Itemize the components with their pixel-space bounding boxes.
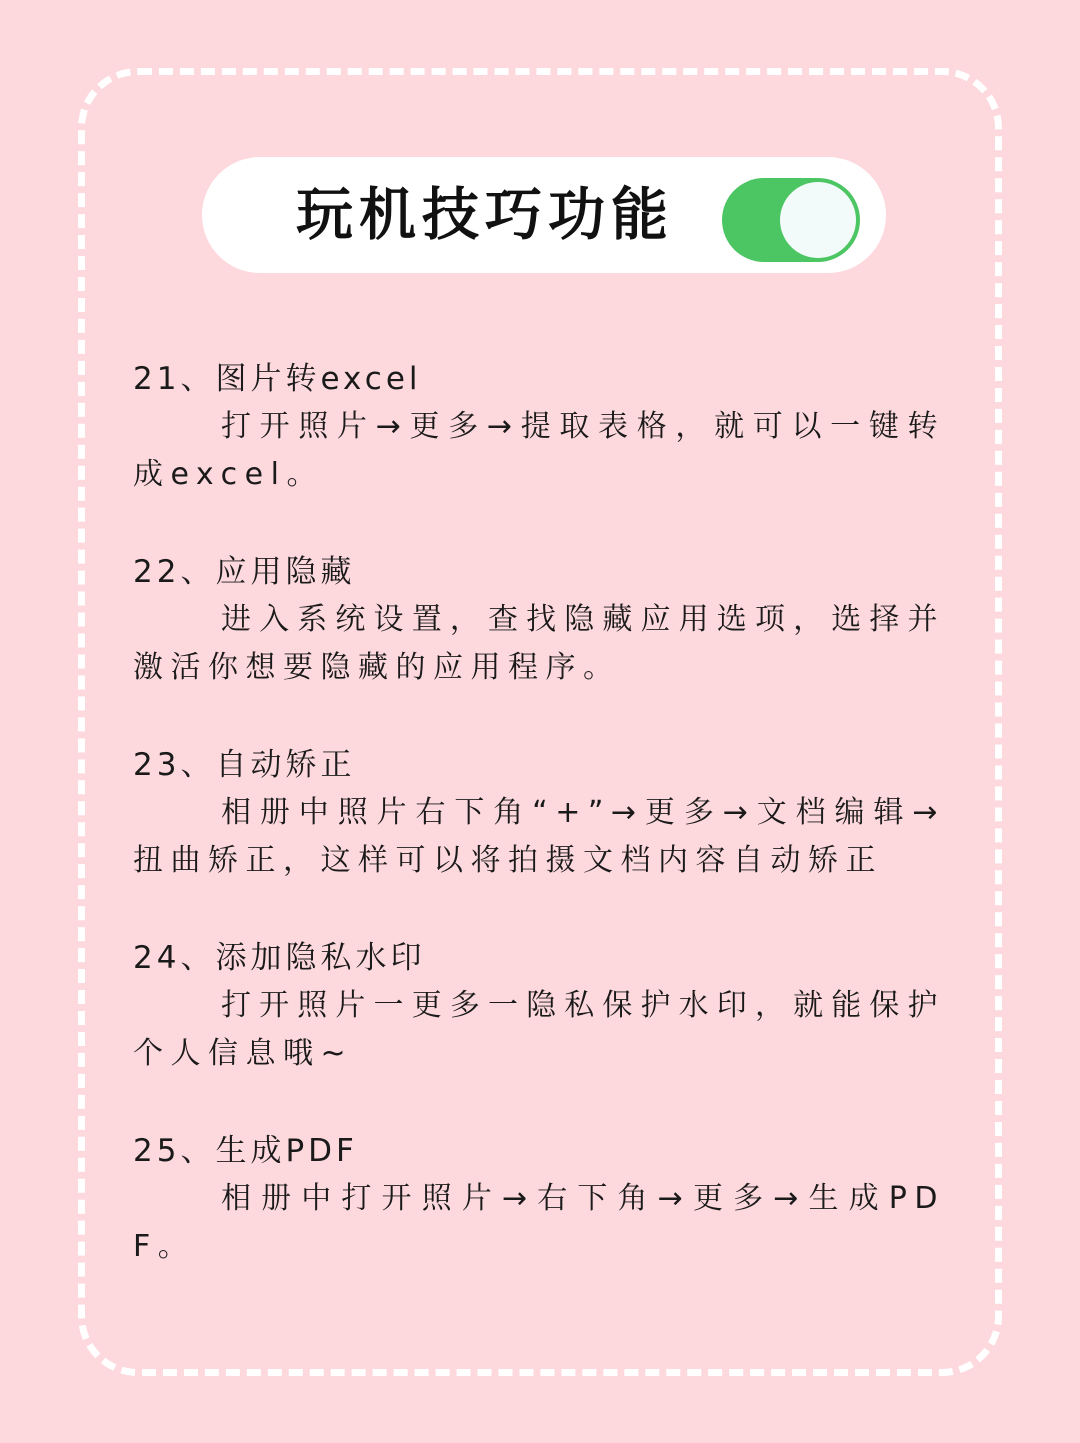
tip-body: 进入系统设置，查找隐藏应用选项，选择并激活你想要隐藏的应用程序。 [133, 602, 945, 685]
tip-heading: 24、添加隐私水印 [133, 940, 426, 976]
toggle-knob [780, 182, 856, 258]
tip-body: 打开照片一更多一隐私保护水印，就能保护个人信息哦~ [133, 988, 945, 1071]
tip-body: 相册中照片右下角“+”→更多→文档编辑→扭曲矫正，这样可以将拍摄文档内容自动矫正 [133, 795, 945, 878]
tips-list [133, 355, 945, 1320]
tip-body: 相册中打开照片→右下角→更多→生成PDF。 [133, 1181, 945, 1264]
tip-item [133, 548, 945, 692]
tip-heading: 25、生成PDF [133, 1133, 358, 1169]
tip-heading: 22、应用隐藏 [133, 554, 356, 590]
title-banner [202, 157, 886, 273]
tip-heading: 21、图片转excel [133, 361, 422, 397]
tip-body: 打开照片→更多→提取表格，就可以一键转成excel。 [133, 409, 945, 492]
toggle-switch[interactable] [722, 178, 860, 262]
tip-heading: 23、自动矫正 [133, 747, 356, 783]
tip-item [133, 355, 945, 499]
tip-item [133, 934, 945, 1078]
page-title: 玩机技巧功能 [296, 182, 674, 248]
tip-item [133, 1127, 945, 1271]
tip-item [133, 741, 945, 885]
